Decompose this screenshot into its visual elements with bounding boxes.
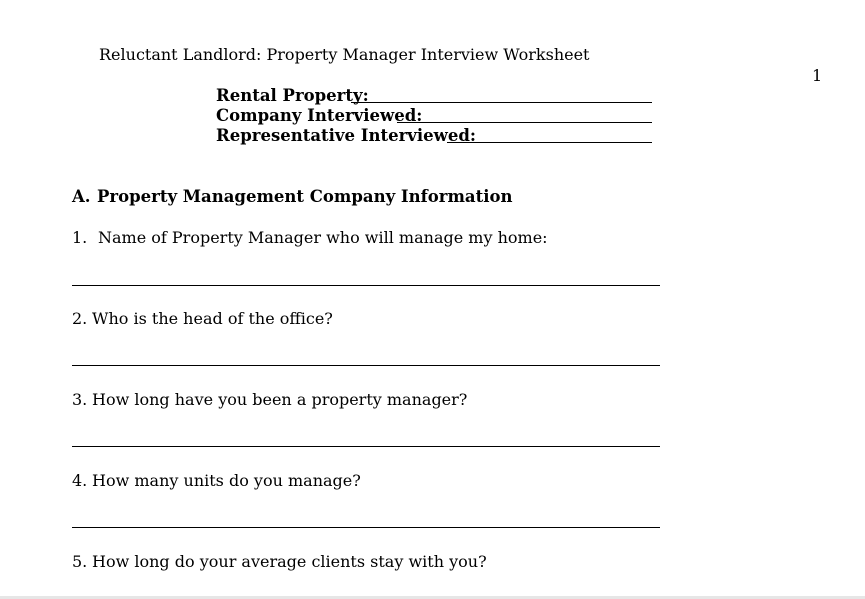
page-number: 1 [812,66,823,85]
question-number: 1. [72,228,88,247]
company-interviewed-line [397,122,652,123]
answer-line-1 [72,285,660,286]
question-text: Who is the head of the office? [92,309,333,328]
answer-line-2 [72,365,660,366]
question-number: 5. [72,552,88,571]
question-3 [72,390,467,410]
representative-interviewed-label: Representative Interviewed: [216,126,476,145]
question-number: 2. [72,309,88,328]
question-text: How long do your average clients stay with you? [92,552,487,571]
question-number: 3. [72,390,88,409]
representative-interviewed-line [447,142,652,143]
section-letter: A. [72,187,91,206]
question-text: How long have you been a property manager? [92,390,468,409]
answer-line-4 [72,527,660,528]
question-text: How many units do you manage? [92,471,361,490]
question-5 [72,552,487,572]
question-2 [72,309,333,329]
question-1 [72,228,548,248]
answer-line-3 [72,446,660,447]
document-title: Reluctant Landlord: Property Manager Interview Worksheet [99,45,590,64]
rental-property-label: Rental Property: [216,86,369,105]
section-heading [72,187,513,207]
question-number: 4. [72,471,88,490]
company-interviewed-label: Company Interviewed: [216,106,423,125]
question-4 [72,471,361,491]
rental-property-line [351,102,652,103]
question-text: Name of Property Manager who will manage my home: [98,228,548,247]
section-title: Property Management Company Information [97,187,513,206]
